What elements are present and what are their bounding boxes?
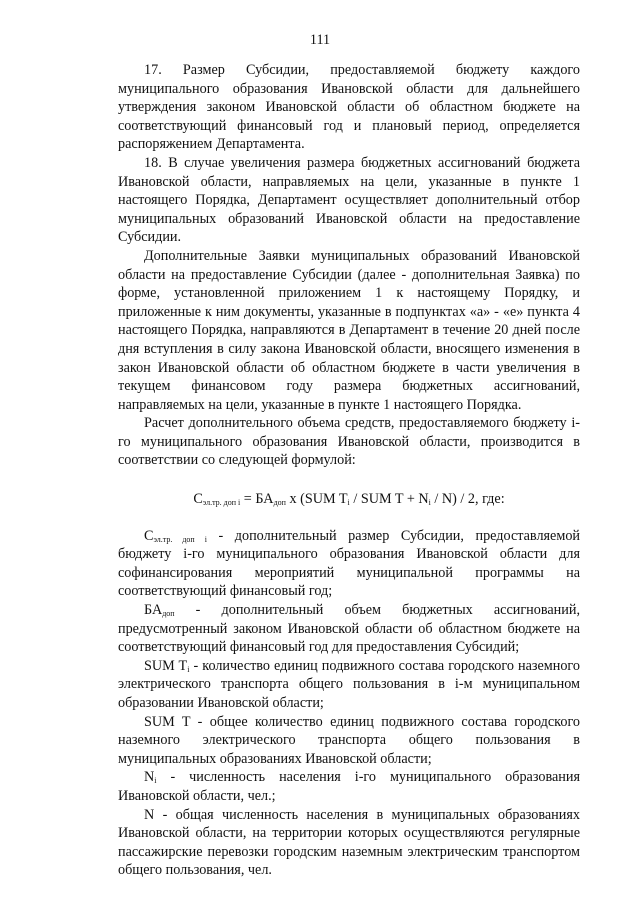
definition-c (118, 527, 580, 601)
definition-c-subscript: эл.тр. доп i (153, 534, 207, 544)
definition-sum-ti-subscript: i (187, 664, 190, 674)
definition-sum-ti (118, 657, 580, 713)
definition-ba-subscript: доп (162, 609, 175, 619)
definition-sum-ti-symbol: SUM T (144, 657, 188, 674)
formula-c: С (193, 491, 203, 508)
document-body (118, 61, 580, 880)
formula-mid: x (SUM T (285, 491, 348, 508)
definition-ni-subscript: i (154, 776, 157, 786)
definition-ba-text: - дополнительный объем бюджетных ассигнований, предусмотренный законом Ивановской области об областном бюджете на соответствующий финансовый год для предоставления Субсидий; (118, 602, 580, 656)
definition-c-text: - дополнительный размер Субсидии, предоставляемой бюджету i-го муниципального образования Ивановской области для софинансирования мероприятий муниципальной программы на соответствующий финансовый год; (118, 527, 581, 600)
formula-tail: / N) / 2, где: (430, 491, 505, 508)
formula-ba-subscript: доп (273, 498, 286, 508)
paragraph-calculation: Расчет дополнительного объема средств, предоставляемого бюджету i-го муниципального образования Ивановской области, производится в соответствии со следующей формулой: (118, 415, 580, 469)
paragraph-additional-applications: Дополнительные Заявки муниципальных образований Ивановской области на предоставление Субсидии (далее - дополнительная Заявка) по форме, установленной приложением 1 к настоящему Порядку, и приложенные к ним документы, указанные в подпунктах «а» - «е» пункта 4 настоящего Порядка, направляются в Департамент в течение 20 дней после дня вступления в силу закона Ивановской области, вносящего изменения в закон Ивановской области об областном бюджете в части увеличения в текущем финансовом году размера бюджетных ассигнований, направляемых на цели, указанные в пункте 1 настоящего Порядка. (118, 247, 580, 413)
page-number: 111 (309, 32, 331, 48)
formula-ti-subscript: i (347, 498, 350, 508)
definition-c-symbol: С (144, 527, 154, 544)
paragraph-18: 18. В случае увеличения размера бюджетных ассигнований бюджета Ивановской области, направляемых на цели, указанные в пункте 1 настоящего Порядка, Департамент осуществляет дополнительный отбор муниципальных образований Ивановской области на предоставление Субсидии. (118, 154, 580, 246)
formula-eq-ba: = БА (240, 491, 274, 508)
definition-ba (118, 601, 580, 657)
subsidy-formula (118, 490, 580, 509)
paragraph-17: 17. Размер Субсидии, предоставляемой бюджету каждого муниципального образования Ивановской области для дальнейшего утверждения законом Ивановской области об областном бюджете на соответствующий финансовый год и плановый период, определяется распоряжением Департамента. (118, 62, 580, 153)
formula-c-subscript: эл.тр. доп i (202, 498, 241, 508)
definition-ni-symbol: N (144, 769, 155, 786)
definition-sum-ti-text: - количество единиц подвижного состава городского наземного электрического транспорта общего пользования в i-м муниципальном образовании Ивановской области; (118, 657, 580, 711)
formula-mid2: / SUM T + N (349, 491, 429, 508)
formula-ni-subscript: i (428, 498, 431, 508)
definition-sum-t: SUM T - общее количество единиц подвижного состава городского наземного электрического транспорта общего пользования в муниципальных образованиях Ивановской области; (118, 713, 580, 767)
definition-n: N - общая численность населения в муниципальных образованиях Ивановской области, на территории которых осуществляются регулярные пассажирские перевозки городским наземным электрическим транспортом общего пользования, чел. (118, 806, 580, 879)
definition-ni (118, 768, 580, 805)
definition-ni-text: - численность населения i-го муниципального образования Ивановской области, чел.; (118, 769, 580, 804)
definition-ba-symbol: БА (144, 602, 163, 619)
